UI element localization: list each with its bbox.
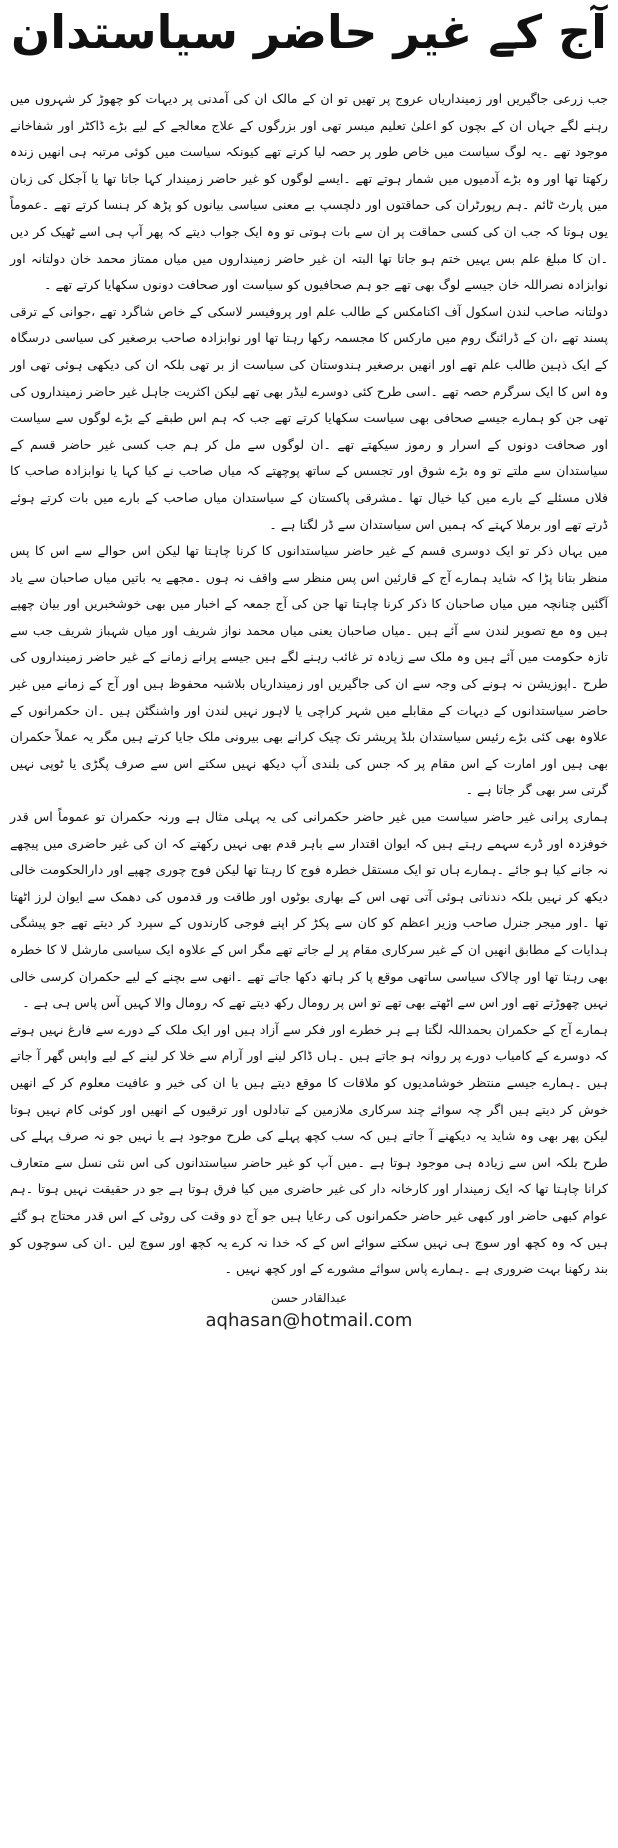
article-body — [10, 86, 608, 1283]
article-paragraph: میں یہاں ذکر تو ایک دوسری قسم کے غیر حاضر سیاستدانوں کا کرنا چاہتا تھا لیکن اس حوالے سے اس کا پس منظر بتانا پڑا کہ شاید ہمارے آج کے قارئین اس پس منظر سے واقف نہ ہوں ۔مجھے یہ باتیں میاں صاحبان سے یاد آگئیں چنانچہ میں میاں صاحبان کا ذکر کرنا چاہتا تھا جن کی آج جمعہ کے اخبار میں بھی خوشخبریں اور بیان چھپے ہیں وہ مع تصویر لندن سے آئے ہیں ۔میاں صاحبان یعنی میاں محمد نواز شریف اور میاں شہباز شریف جب سے تازہ حکومت میں آئے ہیں وہ ملک سے زیادہ تر غائب رہنے لگے ہیں جیسے پرانے زمانے کے غیر حاضر زمینداروں کی طرح ۔اپوزیشن نہ ہونے کی وجہ سے ان کی جاگیریں اور زمینداریاں بلاشبہ محفوظ ہیں اور آج کے زمانے میں غیر حاضر سیاستدانوں کے دیہات کے مقابلے میں شہر کراچی یا لاہور نہیں لندن اور واشنگٹن ہیں ۔ان حکمرانوں کے علاوہ بھی کئی بڑے رئیس سیاستدان بلڈ پریشر تک چیک کرانے بھی بیرونی ملک جایا کرتے ہیں مگر یہ عملاً حکمران بھی ہیں اور امارت کے اس مقام پر کہ جس کی بلندی آپ دیکھ نہیں سکتے اس سے صرف پگڑی یا ٹوپی نہیں گرتی سر بھی گر جاتا ہے ۔ — [10, 543, 608, 798]
article-paragraph: دولتانہ صاحب لندن اسکول آف اکنامکس کے طالب علم اور پروفیسر لاسکی کے خاص شاگرد تھے ،جوانی کے ترقی پسند تھے ،ان کے ڈرائنگ روم میں مارکس کا مجسمہ رکھا رہتا تھا اور نوابزادہ صاحب برصغیر کی سیاسی درسگاہ کے ایک ذہین طالب علم تھے اور انھیں برصغیر ہندوستان کی سیاست از بر تھی بلکہ ان کی دیکھی ہوئی تھی اور وہ اس کا ایک سرگرم حصہ تھے ۔اسی طرح کئی دوسرے لیڈر بھی تھے لیکن اکثریت جاہل غیر حاضر زمینداروں کی تھی جن کو ہمارے جیسے صحافی بھی سیاست سکھایا کرتے تھے جب کہ ہم اس طبقے کے بڑے لوگوں سے سیاست اور صحافت دونوں کے اسرار و رموز سیکھتے تھے ۔ان لوگوں سے مل کر ہم جب کسی غیر حاضر قسم کے سیاستدان سے ملتے تو وہ بڑے شوق اور تجسس کے ساتھ پوچھتے کہ میاں صاحب نے کیا کہا یا نوابزادہ صاحب کا فلاں مسئلے کے بارے میں کیا خیال تھا ۔مشرقی پاکستان کے سیاستدان میاں صاحب کے بارے میں بات کرتے ہوئے ڈرتے تھے اور برملا کہتے کہ ہمیں اس سیاستدان سے ڈر لگتا ہے ۔ — [10, 303, 608, 532]
article-paragraph: ہماری پرانی غیر حاضر سیاست میں غیر حاضر حکمرانی کی یہ پہلی مثال ہے ورنہ حکمران تو عموماً اس قدر خوفزدہ اور ڈرے سہمے رہتے ہیں کہ ایوان اقتدار سے باہر قدم بھی نہیں رکھتے کہ ان کی غیر حاضری میں پیچھے نہ جانے کیا ہو جائے ۔ہمارے ہاں تو ایک مستقل خطرہ فوج کا رہتا تھا لیکن فوج چوری چھپے اور دارالحکومت خالی دیکھ کر نہیں بلکہ دندناتی ہوئی آتی تھی اس کے بھاری بوٹوں اور طاقت ور قدموں کی دھمک سے ایوان لرز اٹھتا تھا ۔اور میجر جنرل صاحب وزیر اعظم کو کان سے پکڑ کر اپنے فوجی کارندوں کے سپرد کر دیتے تھے جو پیشگی ہدایات کے مطابق انھیں ان کے غیر سرکاری مقام پر لے جاتے تھے مگر اس کے علاوہ ایک سیاسی مارشل لا کا خطرہ بھی رہتا تھا اور چالاک سیاسی ساتھی موقع پا کر ہاتھ دکھا جاتے تھے ۔انھی سے بچنے کے لیے حکمران کرسی خالی نہیں چھوڑتے تھے اور اس سے اٹھتے بھی تھے تو اس پر رومال رکھ دیتے تھے کہ رومال والا کہیں آس پاس ہی ہے ۔ — [10, 809, 608, 1011]
article-paragraph: جب زرعی جاگیریں اور زمینداریاں عروج پر تھیں تو ان کے مالک ان کی آمدنی پر دیہات کو چھوڑ کر شہروں میں رہنے لگے جہاں ان کے بچوں کو اعلیٰ تعلیم میسر تھی اور بزرگوں کے علاج معالجے کے لیے بڑے ڈاکٹر اور شفاخانے موجود تھے ۔یہ لوگ سیاست میں خاص طور پر حصہ لیا کرتے تھے کیونکہ سیاست میں کوئی مرتبہ ہی انھیں زندہ رکھتا تھا اور وہ بڑے آدمیوں میں شمار ہوتے تھے ۔ایسے لوگوں کو غیر حاضر زمیندار کہا جاتا تھا یا آجکل کی زبان میں پارٹ ٹائم ۔ہم رپورٹران کی حماقتوں اور دلچسپ بے معنی سیاسی بیانوں کو پڑھ کر ہنسا کرتے تھے ۔عموماً یوں ہوتا کہ جب ان کی کسی حماقت پر ان سے بات ہوتی تو وہ ایک جواب دیتے کہ پھر آپ ہی اسے ٹھیک کر دیں ۔ان کا مبلغ علم بس یہیں ختم ہو جاتا تھا البتہ ان غیر حاضر زمینداروں میں میاں ممتاز محمد خان دولتانہ اور نوابزادہ نصراللہ خان جیسے لوگ بھی تھے جو ہم صحافیوں کو سیاست اور صحافت دونوں سکھایا کرتے تھے ۔ — [10, 91, 608, 293]
author-name: عبدالقادر حسن — [270, 1290, 347, 1305]
author-email[interactable]: aqhasan@hotmail.com — [205, 1309, 413, 1331]
article-paragraph: ہمارے آج کے حکمران بحمداللہ لگتا ہے ہر خطرے اور فکر سے آزاد ہیں اور ایک ملک کے دورے سے فارغ نہیں ہوتے کہ دوسرے کے کامیاب دورے پر روانہ ہو جاتے ہیں ۔ہاں ڈاکر لینے اور آرام سے خلا کر لینے کے لیے واپس گھر آ جاتے ہیں ۔ہمارے جیسے منتظر خوشامدیوں کو ملاقات کا موقع دیتے ہیں یا ان کی خیر و عافیت معلوم کر کے انھیں خوش کر دیتے ہیں اگر چہ سوائے چند سرکاری ملازمین کے تبادلوں اور ترقیوں کے انھیں اور کوئی کام نہیں ہوتا لیکن پھر بھی وہ شاید یہ دیکھنے آ جاتے ہیں کہ سب کچھ پہلے کی طرح موجود ہے یا نہیں جو نہ صرف پہلے کی طرح بلکہ اس سے زیادہ ہی موجود ہوتا ہے ۔میں آپ کو غیر حاضر سیاستدانوں کی اس نئی نسل سے متعارف کرانا چاہتا تھا کہ ایک زمیندار اور کارخانہ دار کی غیر حاضری میں کیا فرق ہوتا ہے جو در حقیقت نہیں ہوتا ۔ہم عوام کبھی حاضر اور کبھی غیر حاضر حکمرانوں کی رعایا ہیں جو آج دو وقت کی روٹی کے اس قدر محتاج ہو گئے ہیں کہ وہ کچھ اور سوچ ہی نہیں سکتے سوائے اس کے کہ خدا نہ کرے یہ کچھ اور سوچ لیں ۔ان کی سوچوں کو بند رکھنا بہت ضروری ہے ۔ہمارے پاس سوائے مشورے کے اور کچھ نہیں ۔ — [10, 1021, 608, 1277]
article-title: آج کے غیر حاضر سیاستدان — [11, 5, 607, 59]
